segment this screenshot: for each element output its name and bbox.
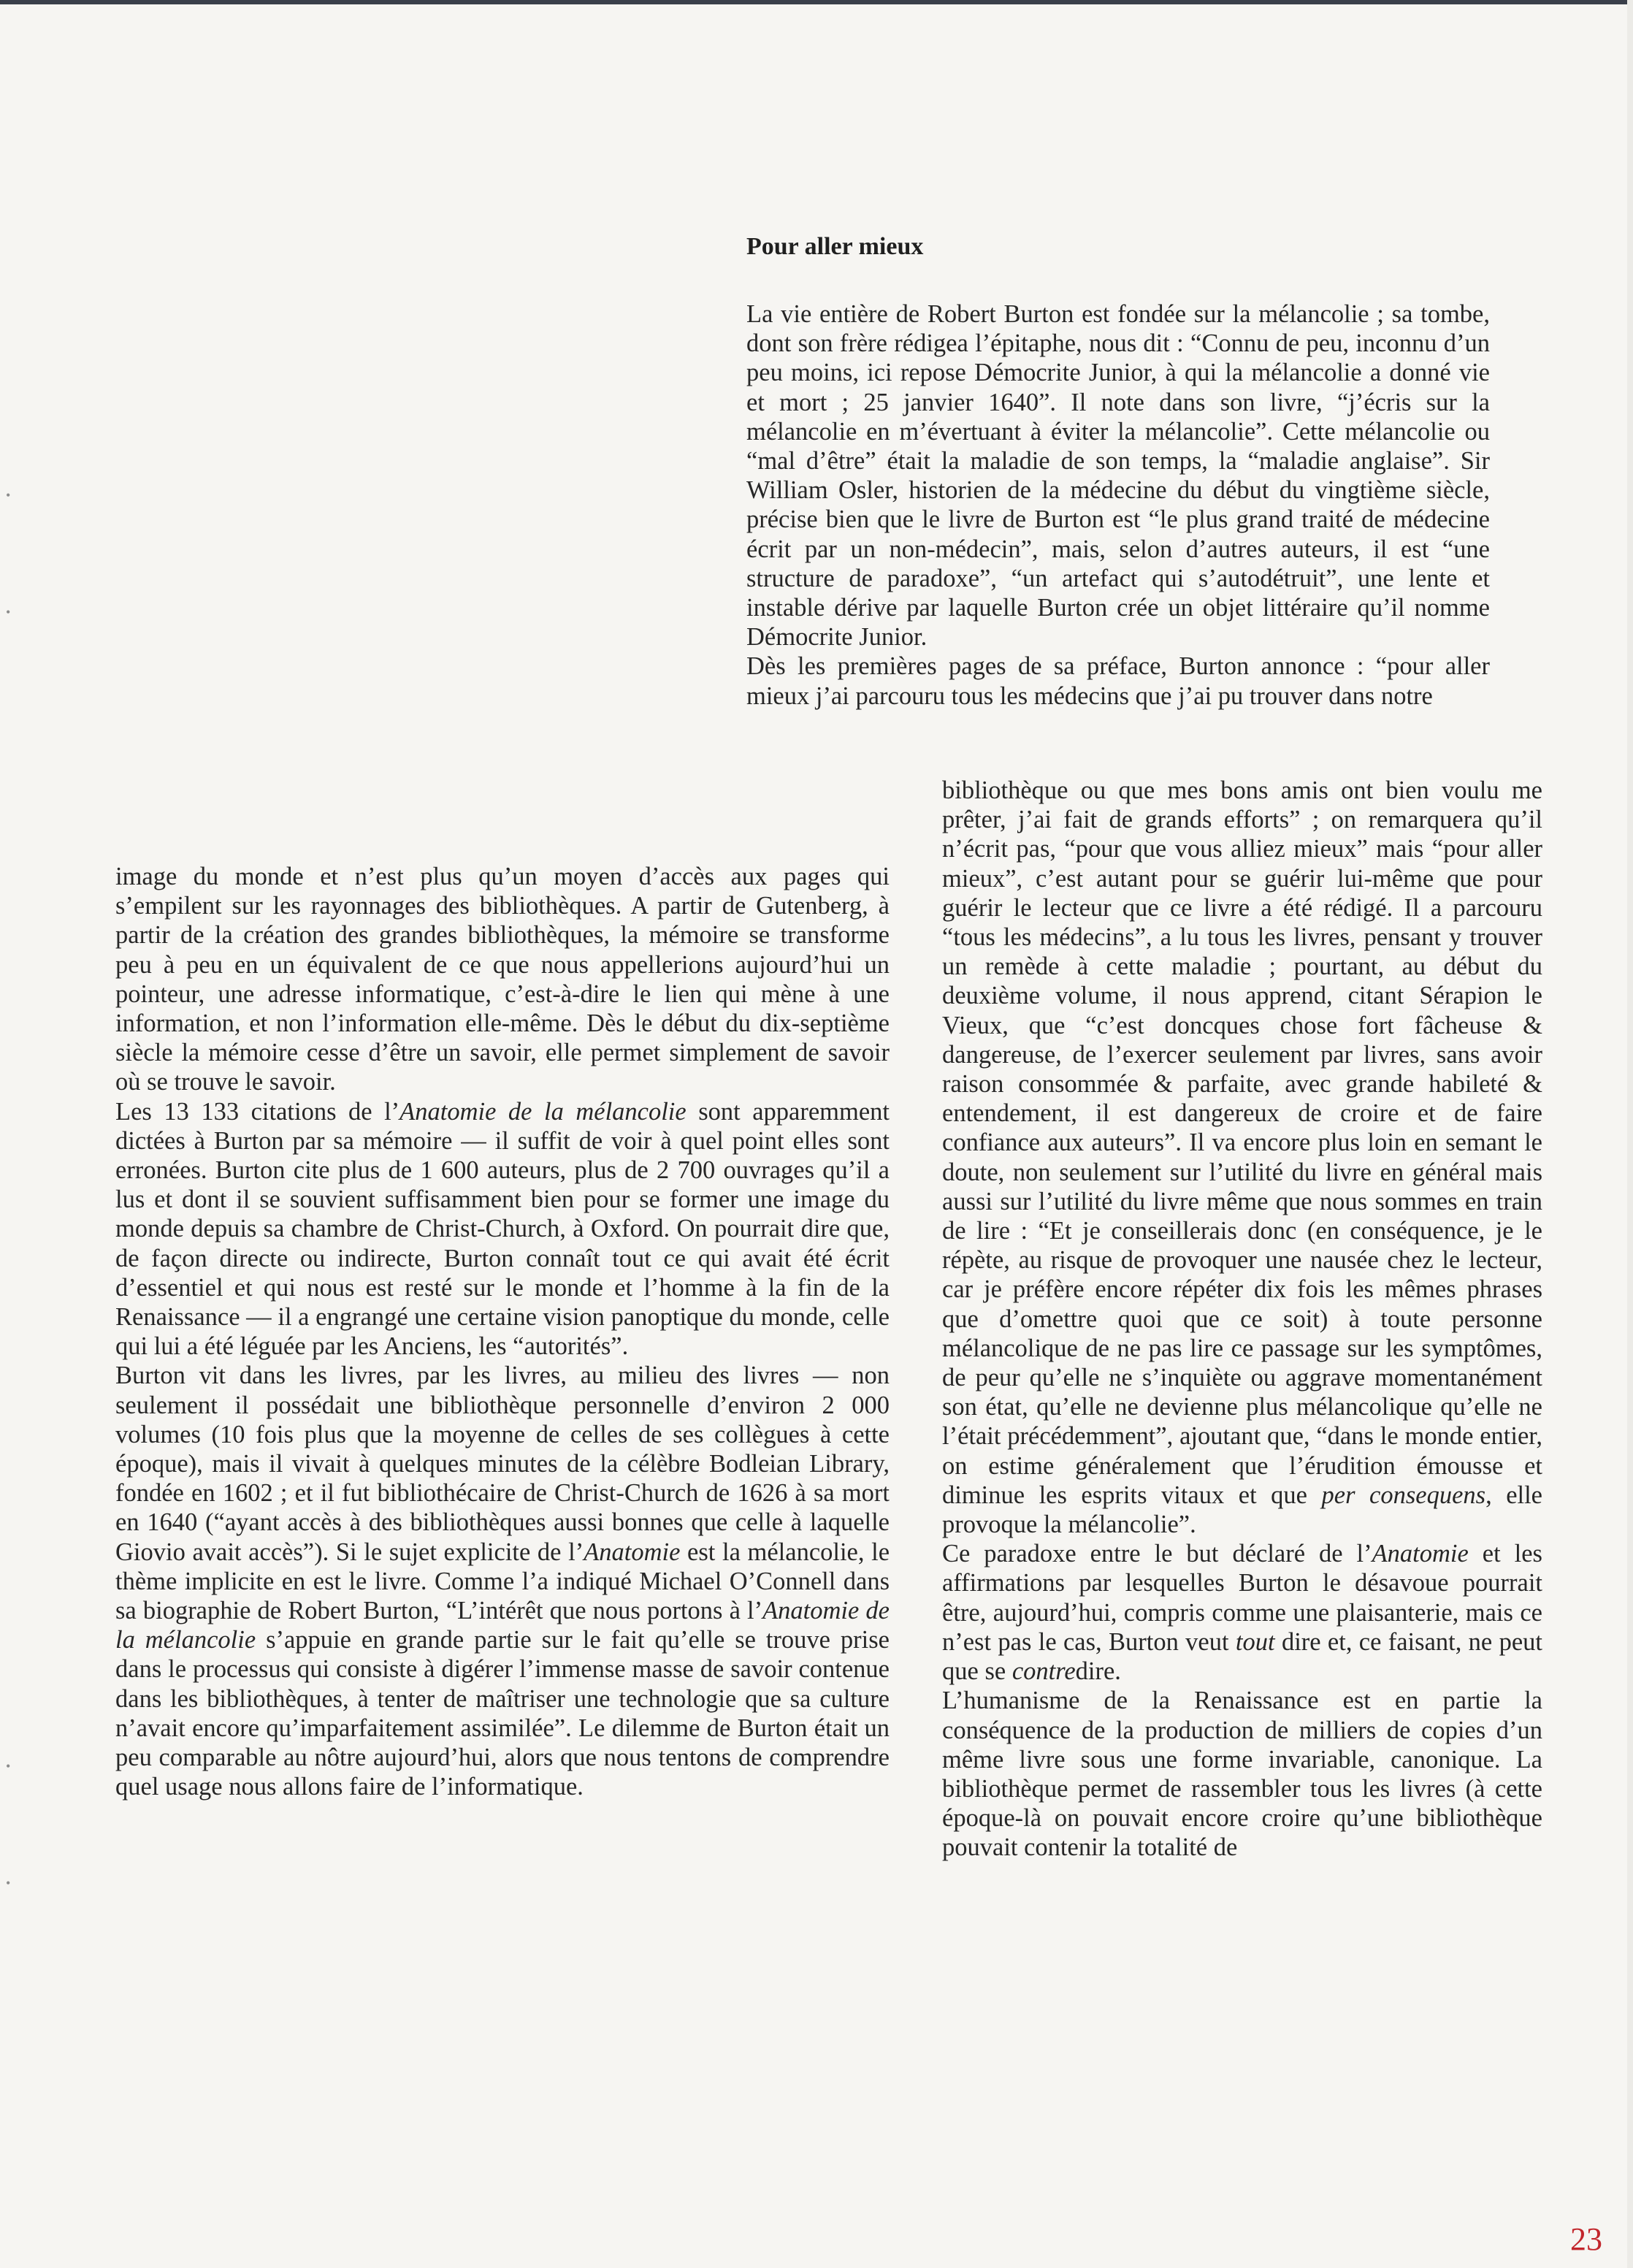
text-span: bibliothèque ou que mes bons amis ont bien voulu me prêter, j’ai fait de grands efforts” ; on remarquera qu’il n’écrit pas, “pour que vous alliez mieux” mais “pour aller mieux”, c’est autant pour se guérir lui-même que pour guérir le lecteur que ce livre a été rédigé. Il a parcouru “tous les médecins”, a lu tous les livres, pensant y trouver un remède à cette maladie ; pourtant, au début du deuxième volume, il nous apprend, citant Sérapion le Vieux, que “c’est doncques chose fort fâcheuse & dangereuse, de l’exercer seulement par livres, sans avoir raison consommée & parfaite, avec grande habileté & entendement, il est dangereux de croire et de faire confiance aux auteurs”. Il va encore plus loin en semant le doute, non seulement sur l’utilité du livre en général mais aussi sur l’utilité du livre même que nous sommes en train de lire : “Et je conseillerais donc (en conséquence, je le répète, au risque de provoquer une nausée chez le lecteur, car je préfère encore répéter dix fois les mêmes phrases que d’omettre quoi que ce soit) à toute personne mélancolique de ne pas lire ce passage sur les symptômes, de peur qu’elle ne s’inquiète ou aggrave momentanément son état, qu’elle ne devienne plus mélancolique qu’elle ne l’était précédemment”, ajoutant que, “dans le monde entier, on estime généralement que l’érudition émousse et diminue les esprits vitaux et que (942, 776, 1542, 1509)
paragraph (115, 1097, 890, 1362)
italic-span: Anatomie de la mélancolie (115, 1597, 890, 1654)
text-span: Ce paradoxe entre le but déclaré de l’ (942, 1540, 1372, 1568)
italic-span: tout (1235, 1627, 1275, 1656)
text-span: dire et, ce faisant, ne peut que se (942, 1627, 1542, 1686)
text-span: s’appuie en grande partie sur le fait qu’elle se trouve prise dans le processus qui consiste à digérer l’immense masse de savoir contenue dans les bibliothèques, à tenter de maîtriser une technologie que sa culture n’avait encore qu’imparfaitement assimilée”. Le dilemme de Burton était un peu comparable au nôtre aujourd’hui, alors que nous tentons de comprendre quel usage nous allons faire de l’informatique. (115, 1626, 890, 1801)
margin-mark: • (6, 1876, 11, 1890)
paragraph: La vie entière de Robert Burton est fondée sur la mélancolie ; sa tombe, dont son frère rédigea l’épitaphe, nous dit : “Connu de peu, inconnu d’un peu moins, ici repose Démocrite Junior, à qui la mélancolie a donné vie et mort ; 25 janvier 1640”. Il note dans son livre, “j’écris sur la mélancolie en m’évertuant à éviter la mélancolie”. Cette mélancolie ou “mal d’être” était la maladie de son temps, la “maladie anglaise”. Sir William Osler, historien de la médecine du début du vingtième siècle, précise bien que le livre de Burton est “le plus grand traité de médecine écrit par un non-médecin”, mais, selon d’autres auteurs, il est “une structure de paradoxe”, “un artefact qui s’autodétruit”, une lente et instable dérive par laquelle Burton crée un objet littéraire qu’il nomme Démocrite Junior. (746, 300, 1490, 652)
left-column (115, 862, 890, 1802)
section-heading: Pour aller mieux (746, 233, 924, 260)
italic-span: Anatomie de la mélancolie (399, 1097, 687, 1126)
text-span: Burton vit dans les livres, par les livres, au milieu des livres — non seulement il possédait une bibliothèque personnelle d’environ 2 000 volumes (10 fois plus que la moyenne de celles de ses collègues à cette époque), mais il vivait à quelques minutes de la célèbre Bodleian Library, fondée en 1602 ; et il fut bibliothécaire de Christ-Church de 1626 à sa mort en 1640 (“ayant accès à des bibliothèques aussi bonnes que celle à laquelle Giovio avait accès”). Si le sujet explicite de l’ (115, 1362, 890, 1566)
text-span: Les 13 133 citations de l’ (115, 1097, 400, 1126)
text-span: sont apparemment dictées à Burton par sa mémoire — il suffit de voir à quel point elles sont erronées. Burton cite plus de 1 600 auteurs, plus de 2 700 ouvrages qu’il a lus et dont il se souvient suffisamment bien pour se former une image du monde depuis sa chambre de Christ-Church, à Oxford. On pourrait dire que, de façon directe ou indirecte, Burton connaît tout ce qui avait été écrit d’essentiel et qui nous est resté sur le monde et l’homme à la fin de la Renaissance — il a engrangé une certaine vision panoptique du monde, celle qui lui a été léguée par les Anciens, les “autorités”. (115, 1097, 890, 1361)
margin-mark: • (6, 488, 11, 503)
italic-span: Anatomie (1372, 1540, 1469, 1568)
paragraph: L’humanisme de la Renaissance est en partie la conséquence de la production de milliers de copies d’un même livre sous une forme invariable, canonique. La bibliothèque permet de rassembler tous les livres (à cette époque-là on pouvait encore croire qu’une bibliothèque pouvait contenir la totalité de (942, 1687, 1542, 1862)
text-span: , elle provoque la mélancolie”. (942, 1481, 1542, 1539)
text-span: et les affirmations par lesquelles Burton le désavoue pourrait être, aujourd’hui, compris comme une plaisanterie, mais ce n’est pas le cas, Burton veut (942, 1540, 1542, 1656)
scan-top-edge (0, 0, 1633, 4)
page-number: 23 (1570, 2221, 1602, 2257)
right-column-bottom (942, 776, 1542, 1863)
scan-right-edge (1627, 0, 1633, 2268)
paragraph: image du monde et n’est plus qu’un moyen d’accès aux pages qui s’empilent sur les rayonnages des bibliothèques. A partir de Gutenberg, à partir de la création des grandes bibliothèques, la mémoire se transforme peu à peu en un équivalent de ce que nous appellerions aujourd’hui un pointeur, une adresse informatique, c’est-à-dire le lien qui mène à une information, et non l’information elle-même. Dès le début du dix-septième siècle la mémoire cesse d’être un savoir, elle permet simplement de savoir où se trouve le savoir. (115, 863, 890, 1096)
paragraph (942, 776, 1542, 1539)
text-span: dire. (1075, 1657, 1121, 1686)
italic-span: Anatomie (584, 1538, 681, 1566)
margin-mark: • (6, 605, 11, 619)
paragraph (115, 1361, 890, 1801)
paragraph: Dès les premières pages de sa préface, Burton annonce : “pour aller mieux j’ai parcouru tous les médecins que j’ai pu trouver dans notre (746, 652, 1490, 710)
text-span: est la mélancolie, le thème implicite en est le livre. Comme l’a indiqué Michael O’Connell dans sa biographie de Robert Burton, “L’intérêt que nous portons à l’ (115, 1538, 890, 1625)
margin-mark: • (6, 1759, 11, 1773)
italic-span: contre (1011, 1657, 1076, 1686)
paragraph (942, 1539, 1542, 1686)
right-column-top (746, 299, 1490, 711)
italic-span: per consequens (1321, 1481, 1486, 1509)
